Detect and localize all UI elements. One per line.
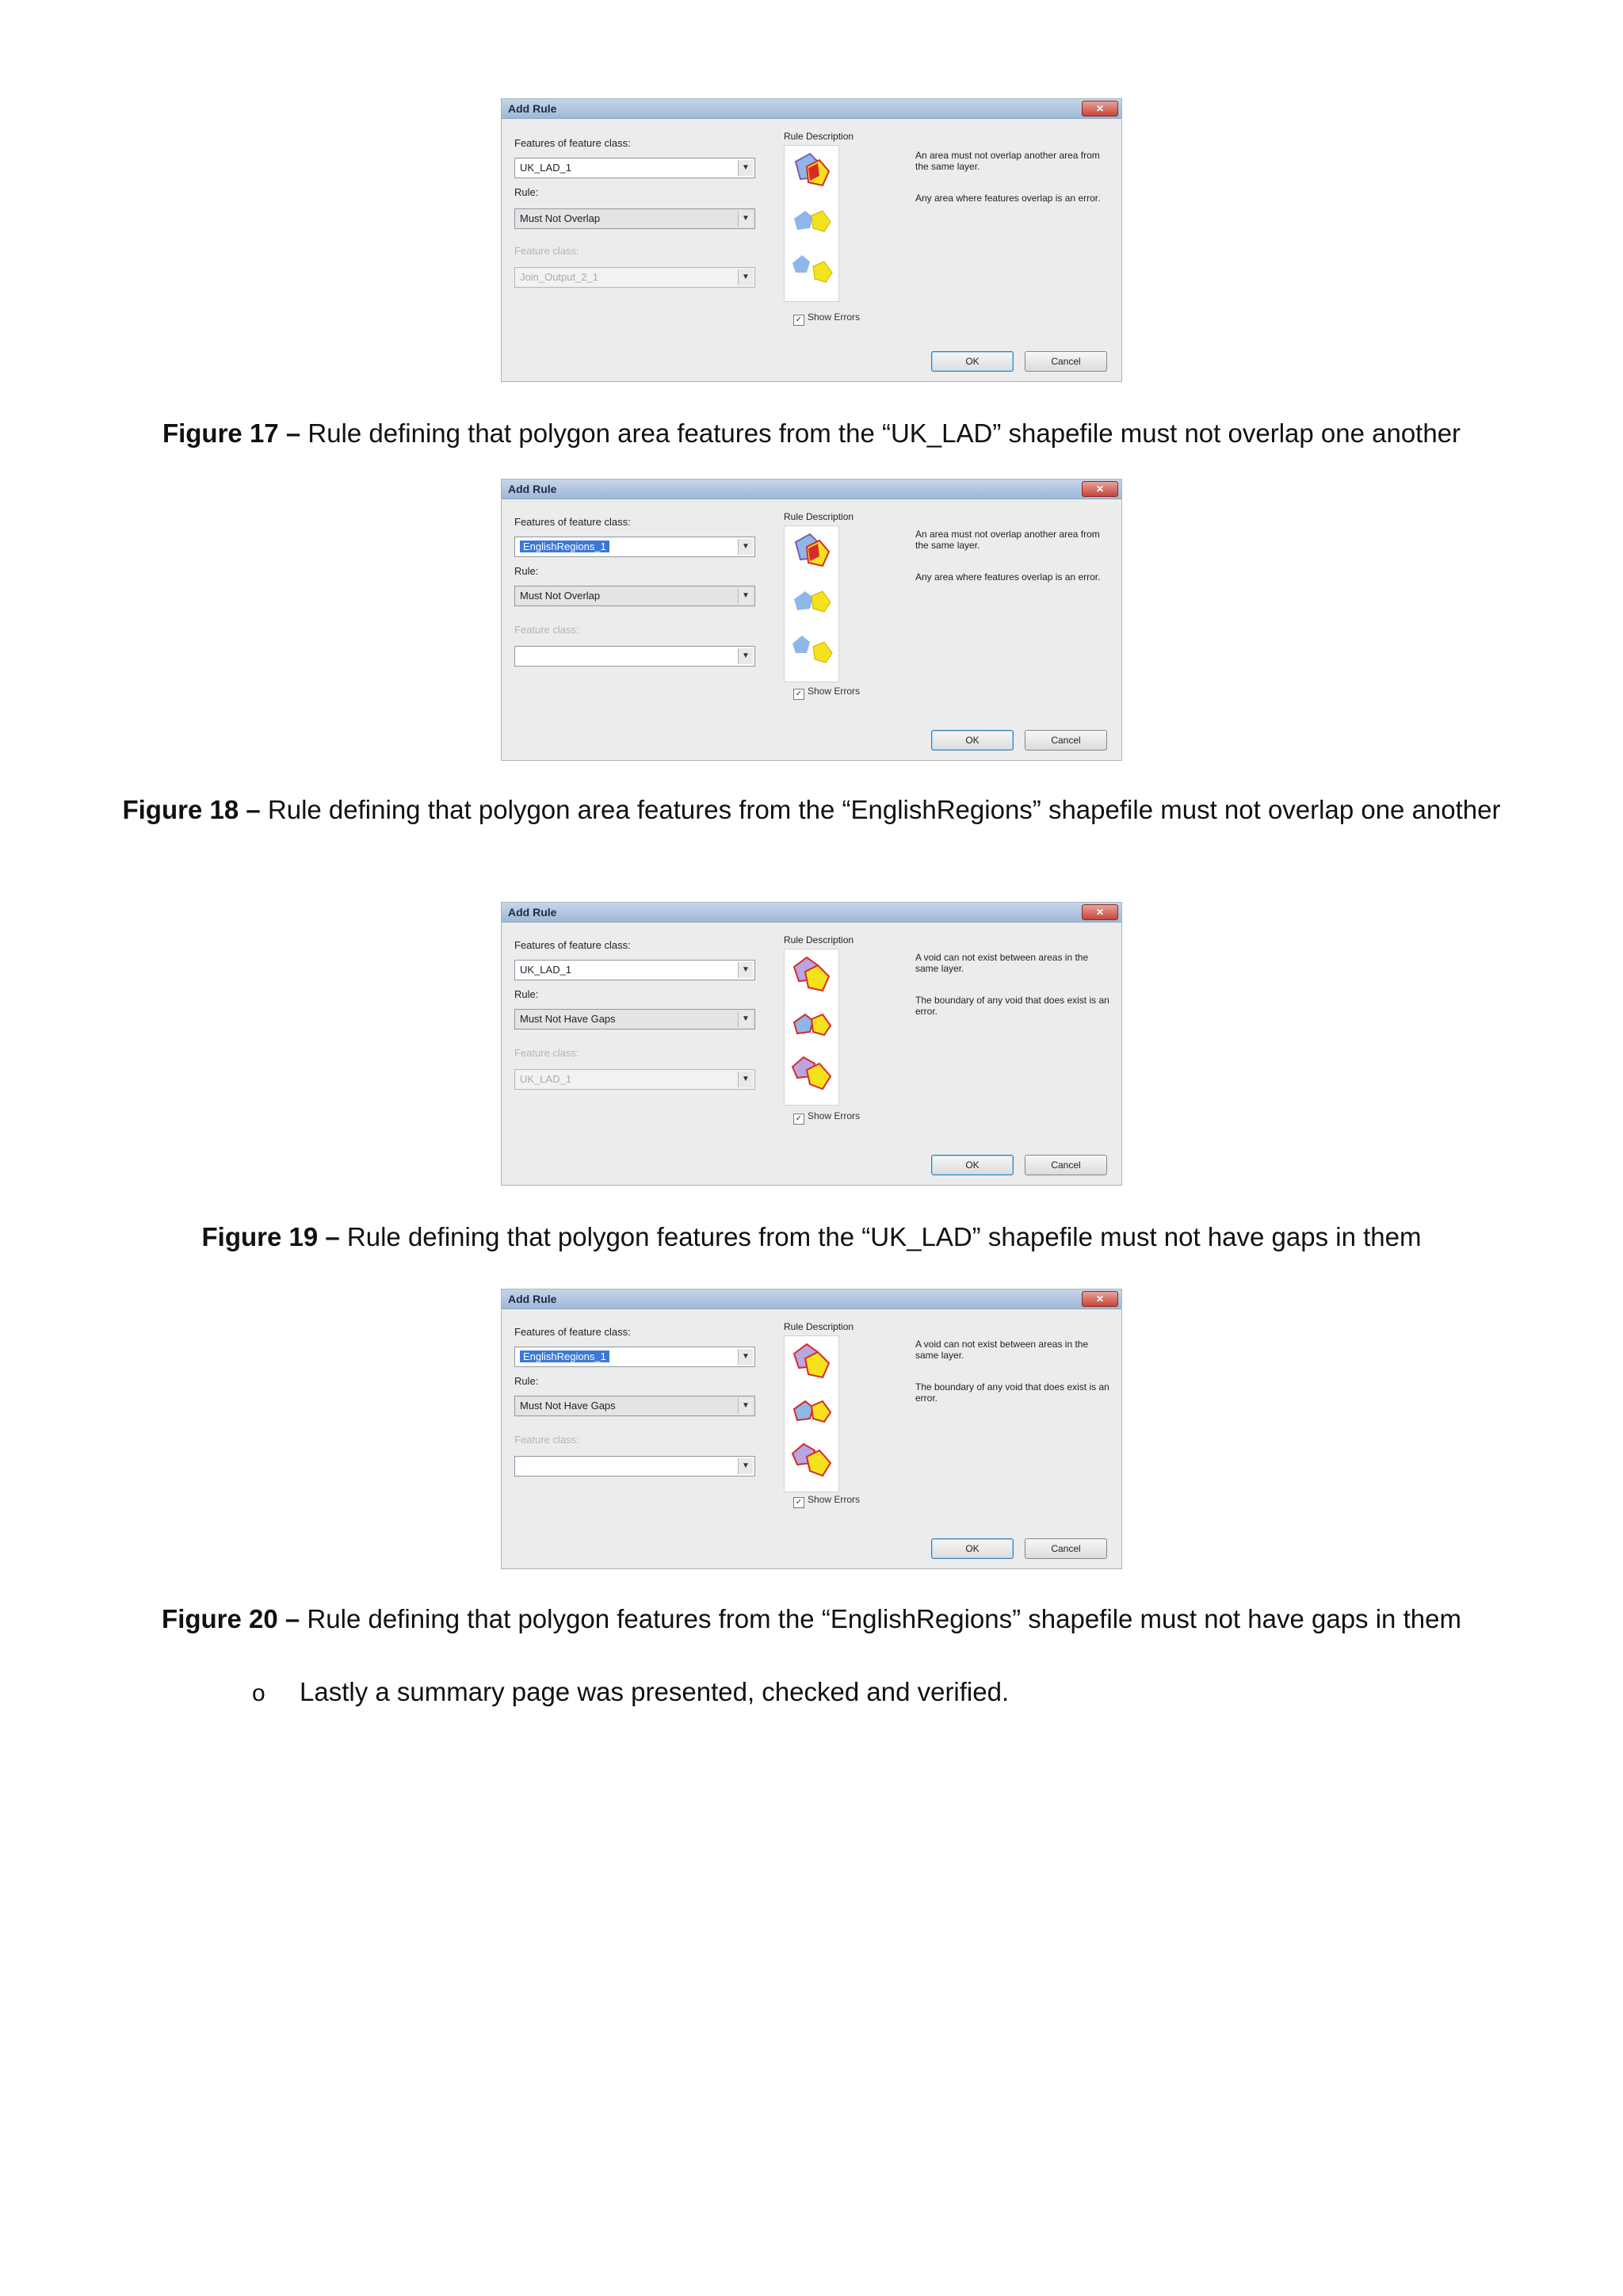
rule-label: Rule: bbox=[514, 988, 539, 1000]
bullet-marker: o bbox=[252, 1680, 265, 1706]
caption-label: Figure 19 – bbox=[201, 1222, 340, 1251]
dialog-titlebar bbox=[502, 479, 1121, 499]
dialog-title: Add Rule bbox=[508, 483, 557, 495]
description-1: An area must not overlap another area from the same layer. bbox=[915, 150, 1100, 172]
caption-text: Rule defining that polygon features from the “EnglishRegions” shapefile must not have gaps in them bbox=[300, 1604, 1461, 1633]
dropdown-arrow-icon[interactable]: ▼ bbox=[738, 211, 753, 227]
feature-class-label: Features of feature class: bbox=[514, 137, 631, 149]
close-button[interactable]: ✕ bbox=[1082, 101, 1118, 117]
close-button[interactable]: ✕ bbox=[1082, 481, 1118, 497]
feature-class-label: Features of feature class: bbox=[514, 1326, 631, 1338]
figure-caption bbox=[79, 1216, 1544, 1259]
rule-select[interactable] bbox=[514, 208, 755, 229]
summary-bullet bbox=[252, 1671, 1009, 1715]
dropdown-arrow-icon[interactable]: ▼ bbox=[738, 1398, 753, 1414]
ok-button[interactable]: OK bbox=[931, 730, 1014, 751]
caption-text: Rule defining that polygon area features from the “EnglishRegions” shapefile must not overlap one another bbox=[260, 795, 1501, 824]
rule-illustration bbox=[784, 1335, 839, 1492]
rule-value: Must Not Overlap bbox=[520, 590, 601, 602]
cancel-button[interactable]: Cancel bbox=[1025, 730, 1107, 751]
show-errors-label: Show Errors bbox=[808, 686, 861, 697]
description-2: The boundary of any void that does exist is an error. bbox=[915, 995, 1109, 1017]
checkmark-icon: ✓ bbox=[793, 1114, 804, 1125]
second-class-label: Feature class: bbox=[514, 1434, 579, 1446]
feature-class-label: Features of feature class: bbox=[514, 939, 631, 951]
feature-class-value: UK_LAD_1 bbox=[520, 964, 572, 976]
close-button[interactable]: ✕ bbox=[1082, 1291, 1118, 1307]
second-class-label: Feature class: bbox=[514, 624, 579, 636]
caption-label: Figure 18 – bbox=[122, 795, 261, 824]
rule-label: Rule: bbox=[514, 1375, 539, 1387]
rule-value: Must Not Have Gaps bbox=[520, 1013, 616, 1025]
gap-error-icon bbox=[792, 1057, 831, 1089]
rule-select[interactable] bbox=[514, 1009, 755, 1030]
dialog-titlebar bbox=[502, 99, 1121, 119]
bullet-text: Lastly a summary page was presented, checked and verified. bbox=[300, 1677, 1010, 1706]
rule-illustration bbox=[784, 525, 839, 682]
description-1: A void can not exist between areas in the same layer. bbox=[915, 1339, 1089, 1361]
overlap-error-icon bbox=[796, 534, 829, 566]
ok-button[interactable]: OK bbox=[931, 1538, 1014, 1559]
rule-illustration bbox=[784, 949, 839, 1106]
dropdown-arrow-icon[interactable]: ▼ bbox=[738, 1458, 753, 1474]
gap-polygons-icon bbox=[794, 1344, 829, 1377]
rule-value: Must Not Have Gaps bbox=[520, 1400, 616, 1412]
description-2: The boundary of any void that does exist is an error. bbox=[915, 1381, 1109, 1404]
dropdown-arrow-icon[interactable]: ▼ bbox=[738, 1349, 753, 1365]
rule-select[interactable] bbox=[514, 1396, 755, 1416]
second-class-select[interactable] bbox=[514, 646, 755, 667]
second-class-select[interactable] bbox=[514, 1456, 755, 1477]
dropdown-arrow-icon[interactable]: ▼ bbox=[738, 269, 753, 285]
ok-button[interactable]: OK bbox=[931, 1155, 1014, 1175]
dialog-titlebar bbox=[502, 903, 1121, 923]
feature-class-select[interactable] bbox=[514, 158, 755, 178]
feature-class-value: EnglishRegions_1 bbox=[520, 1350, 609, 1362]
dropdown-arrow-icon[interactable]: ▼ bbox=[738, 160, 753, 176]
show-errors-checkbox[interactable] bbox=[793, 686, 860, 700]
caption-label: Figure 20 – bbox=[162, 1604, 300, 1633]
add-rule-dialog-fig20 bbox=[501, 1289, 1122, 1569]
dialog-title: Add Rule bbox=[508, 102, 557, 115]
description-1: An area must not overlap another area from the same layer. bbox=[915, 529, 1100, 551]
add-rule-dialog-fig19 bbox=[501, 902, 1122, 1186]
caption-text: Rule defining that polygon area features from the “UK_LAD” shapefile must not overlap one another bbox=[300, 418, 1461, 448]
description-2: Any area where features overlap is an error. bbox=[915, 571, 1101, 583]
rule-value: Must Not Overlap bbox=[520, 212, 601, 224]
add-rule-dialog-fig17 bbox=[501, 98, 1122, 382]
cancel-button[interactable]: Cancel bbox=[1025, 1155, 1107, 1175]
rule-description-label: Rule Description bbox=[784, 131, 854, 142]
add-rule-dialog-fig18 bbox=[501, 479, 1122, 761]
dialog-title: Add Rule bbox=[508, 906, 557, 919]
rule-select[interactable] bbox=[514, 586, 755, 606]
close-button[interactable]: ✕ bbox=[1082, 904, 1118, 920]
second-class-select[interactable] bbox=[514, 267, 755, 288]
feature-class-value: EnglishRegions_1 bbox=[520, 541, 609, 552]
gap-outline-icon bbox=[794, 1401, 831, 1422]
dropdown-arrow-icon[interactable]: ▼ bbox=[738, 588, 753, 604]
figure-caption bbox=[79, 789, 1544, 831]
feature-class-select[interactable] bbox=[514, 1347, 755, 1367]
ok-button[interactable]: OK bbox=[931, 351, 1014, 372]
caption-text: Rule defining that polygon features from the “UK_LAD” shapefile must not have gaps in them bbox=[339, 1222, 1422, 1251]
caption-label: Figure 17 – bbox=[162, 418, 301, 448]
feature-class-value: UK_LAD_1 bbox=[520, 162, 572, 174]
separate-polygons-icon bbox=[792, 255, 832, 282]
show-errors-checkbox[interactable] bbox=[793, 1110, 860, 1125]
description-1: A void can not exist between areas in the same layer. bbox=[915, 952, 1089, 974]
second-class-select[interactable] bbox=[514, 1069, 755, 1090]
show-errors-label: Show Errors bbox=[808, 1110, 861, 1121]
overlap-error-icon bbox=[796, 154, 829, 185]
rule-label: Rule: bbox=[514, 186, 539, 198]
feature-class-select[interactable] bbox=[514, 960, 755, 980]
rule-illustration bbox=[784, 145, 839, 302]
rule-description-label: Rule Description bbox=[784, 934, 854, 946]
dropdown-arrow-icon[interactable]: ▼ bbox=[738, 539, 753, 555]
second-class-value: UK_LAD_1 bbox=[520, 1073, 572, 1085]
second-class-label: Feature class: bbox=[514, 245, 579, 257]
checkmark-icon: ✓ bbox=[793, 315, 804, 326]
gap-polygons-icon bbox=[794, 957, 829, 991]
rule-description-label: Rule Description bbox=[784, 511, 854, 522]
dropdown-arrow-icon[interactable]: ▼ bbox=[738, 648, 753, 664]
figure-caption bbox=[79, 1598, 1544, 1641]
description-2: Any area where features overlap is an error. bbox=[915, 193, 1101, 204]
adjacent-polygons-icon bbox=[794, 211, 831, 231]
second-class-value: Join_Output_2_1 bbox=[520, 271, 599, 283]
cancel-button[interactable]: Cancel bbox=[1025, 1538, 1107, 1559]
feature-class-label: Features of feature class: bbox=[514, 516, 631, 528]
gap-error-icon bbox=[792, 1444, 831, 1476]
checkmark-icon: ✓ bbox=[793, 1497, 804, 1508]
figure-caption bbox=[79, 412, 1544, 455]
show-errors-checkbox[interactable] bbox=[793, 311, 860, 326]
feature-class-select[interactable] bbox=[514, 537, 755, 557]
rule-description-label: Rule Description bbox=[784, 1321, 854, 1332]
dropdown-arrow-icon[interactable]: ▼ bbox=[738, 1072, 753, 1087]
show-errors-label: Show Errors bbox=[808, 311, 861, 323]
show-errors-checkbox[interactable] bbox=[793, 1494, 860, 1508]
dropdown-arrow-icon[interactable]: ▼ bbox=[738, 962, 753, 978]
second-class-label: Feature class: bbox=[514, 1047, 579, 1059]
rule-label: Rule: bbox=[514, 565, 539, 577]
checkmark-icon: ✓ bbox=[793, 689, 804, 700]
separate-polygons-icon bbox=[792, 636, 832, 663]
dropdown-arrow-icon[interactable]: ▼ bbox=[738, 1011, 753, 1027]
gap-outline-icon bbox=[794, 1014, 831, 1035]
dialog-title: Add Rule bbox=[508, 1293, 557, 1305]
cancel-button[interactable]: Cancel bbox=[1025, 351, 1107, 372]
show-errors-label: Show Errors bbox=[808, 1494, 861, 1505]
dialog-titlebar bbox=[502, 1289, 1121, 1309]
adjacent-polygons-icon bbox=[794, 591, 831, 612]
